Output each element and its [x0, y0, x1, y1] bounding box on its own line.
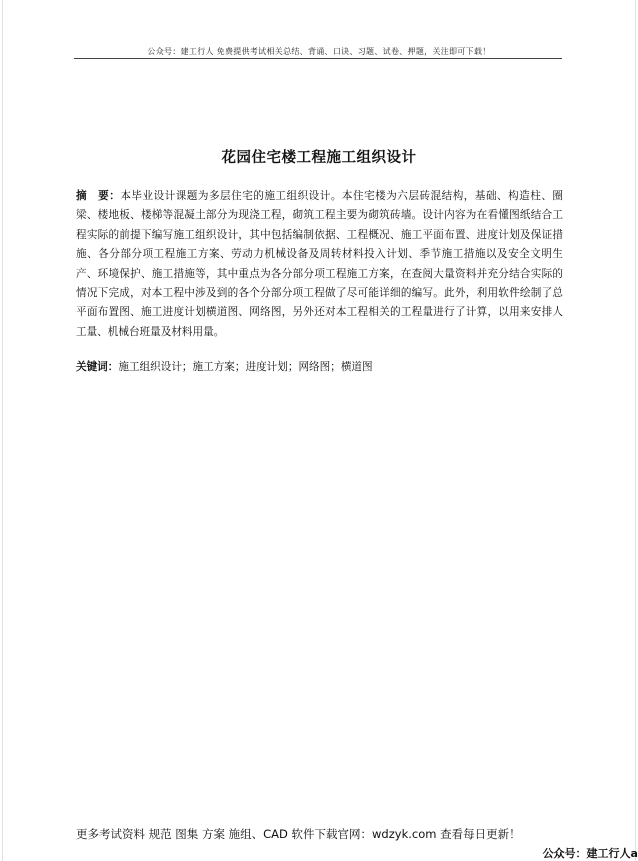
footer-promo: 更多考试资料 规范 图集 方案 施组、CAD 软件下载官网：wdzyk.com 查看每日更新！ [76, 827, 521, 841]
abstract [76, 187, 563, 342]
header-note: 公众号：建工行人 免费提供考试相关总结、背诵、口诀、习题、试卷、押题，关注即可下载！ [147, 47, 491, 56]
keywords-label: 关键词： [76, 361, 119, 373]
document-title: 花园住宅楼工程施工组织设计 [221, 150, 417, 166]
page-edge-right [635, 0, 636, 861]
abstract-text: 本毕业设计课题为多层住宅的施工组织设计。本住宅楼为六层砖混结构，基础、构造柱、圈梁、楼地板、楼梯等混凝土部分为现浇工程，砌筑工程主要为砌筑砖墙。设计内容为在看懂图纸结合工程实际的前提下编写施工组织设计，其中包括编制依据、工程概况、施工平面布置、进度计划及保证措施、各分部分项工程施工方案、劳动力机械设备及周转材料投入计划、季节施工措施以及安全文明生产、环境保护、施工措施等，其中重点为各分部分项工程施工方案，在查阅大量资料并充分结合实际的情况下完成，对本工程中涉及到的各个分部分项工程做了尽可能详细的编写。此外，利用软件绘制了总平面布置图、施工进度计划横道图、网络图，另外还对本工程相关的工程量进行了计算，以用来安排人工量、机械台班量及材料用量。 [76, 190, 564, 338]
abstract-label: 摘 要： [76, 190, 121, 202]
keywords [76, 358, 563, 377]
footer-account: 公众号：建工行人a [542, 847, 638, 860]
header-rule [74, 58, 562, 59]
page-edge-left [2, 0, 3, 861]
keywords-text: 施工组织设计；施工方案；进度计划；网络图；横道图 [118, 361, 373, 373]
